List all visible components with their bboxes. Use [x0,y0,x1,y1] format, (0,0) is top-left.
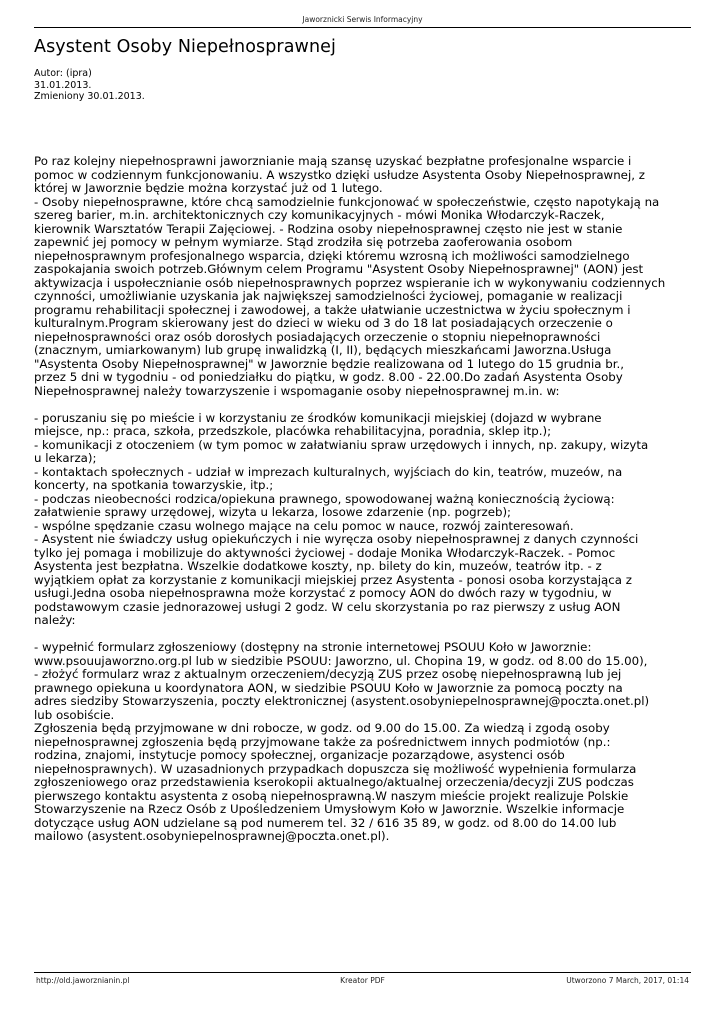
article-modified-date: Zmieniony 30.01.2013. [34,91,145,102]
article-date: 31.01.2013. [34,79,92,91]
footer-divider [34,972,691,973]
paragraph-spacer [34,398,691,412]
body-paragraph-tasks: - poruszaniu się po mieście i w korzystaniu ze środków komunikacji miejskiej (dojazd w wybrane miejsce, np.: praca, szkoła, przedszkole, placówka rehabilitacyjna, poradnia, sklep itp.); - komunikacji z otoczeniem (w tym pomoc w załatwianiu spraw urzędowych i innych, np. zakupy, wizyta u lekarza); - kontaktach społecznych - udział w imprezach kulturalnych, wyjściach do kin, teatrów, muzeów, na koncerty, na spotkania towarzyskie, itp.; - podczas nieobecności rodzica/opiekuna prawnego, spowodowanej ważną koniecznością życiową: załatwienie sprawy urzędowej, wizyta u lekarza, losowe zdarzenie (np. pogrzeb); - wspólne spędzanie czasu wolnego mające na celu pomoc w nauce, rozwój zainteresowań. - Asystent nie świadczy usług opiekuńczych i nie wyręcza osoby niepełnosprawnej z danych czynności tylko jej pomaga i mobilizuje do aktywności życiowej - dodaje Monika Włodarczyk-Raczek. - Pomoc Asystenta jest bezpłatna. Wszelkie dodatkowe koszty, np. bilety do kin, muzeów, teatrów itp. - z wyjątkiem opłat za korzystanie z komunikacji miejskiej przez Asystenta - ponosi osoba korzystająca z usługi.Jedna osoba niepełnosprawna może korzystać z pomocy AON do dwóch razy w tygodniu, w podstawowym czasie jednorazowej usługi 2 godz. W celu skorzystania po raz pierwszy z usług AON należy: [34,410,649,627]
article-author: Autor: (ipra) [34,68,92,79]
page-header: Jaworznicki Serwis Informacyjny [302,15,423,24]
footer-url: http://old.jaworznianin.pl [36,976,130,985]
article-meta [34,68,145,103]
header-divider [34,27,691,28]
article-title: Asystent Osoby Niepełnosprawnej [34,37,336,57]
body-paragraph-application: - wypełnić formularz zgłoszeniowy (dostępny na stronie internetowej PSOUU Koło w Jaworznie: www.psouujaworzno.org.pl lub w siedzibie PSOUU: Jaworzno, ul. Chopina 19, w godz. od 8.00 do 15.00), - złożyć formularz wraz z aktualnym orzeczeniem/decyzją ZUS przez osobę niepełnosprawną lub jej prawnego opiekuna u koordynatora AON, w siedzibie PSOUU Koło w Jaworznie za pomocą poczty na adres siedziby Stowarzyszenia, poczty elektronicznej (asystent.osobyniepelnosprawnej@poczta.onet.pl) lub osobiście. Zgłoszenia będą przyjmowane w dni robocze, w godz. od 9.00 do 15.00. Za wiedzą i zgodą osoby niepełnosprawnej zgłoszenia będą przyjmowane także za pośrednictwem innych podmiotów (np.: rodzina, znajomi, instytucje pomocy społecznej, organizacje pozarządowe, asystenci osób niepełnosprawnych). W uzasadnionych przypadkach dopuszcza się możliwość wypełnienia formularza zgłoszeniowego oraz przedstawienia kserokopii aktualnego/aktualnej orzeczenia/decyzji ZUS podczas pierwszego kontaktu asystenta z osobą niepełnosprawną.W naszym mieście projekt realizuje Polskie Stowarzyszenie na Rzecz Osób z Upośledzeniem Umysłowym Koło w Jaworznie. Wszelkie informacje dotyczące usług AON udzielane są pod numerem tel. 32 / 616 35 89, w godz. od 8.00 do 14.00 lub mailowo (asystent.osobyniepelnosprawnej@poczta.onet.pl). [34,640,650,843]
body-paragraph-intro: Po raz kolejny niepełnosprawni jaworznianie mają szansę uzyskać bezpłatne profesjonalne wsparcie i pomoc w codziennym funkcjonowaniu. A wszystko dzięki usłudze Asystenta Osoby Niepełnosprawnej, z której w Jaworznie będzie można korzystać już od 1 lutego. - Osoby niepełnosprawne, które chcą samodzielnie funkcjonować w społeczeństwie, często napotykają na szereg barier, m.in. architektonicznych czy komunikacyjnych - mówi Monika Włodarczyk-Raczek, kierownik Warsztatów Terapii Zajęciowej. - Rodzina osoby niepełnosprawnej często nie jest w stanie zapewnić jej pomocy w pełnym wymiarze. Stąd zrodziła się potrzeba zaoferowania osobom niepełnosprawnym profesjonalnego wsparcia, dzięki któremu wzrosną ich możliwości samodzielnego zaspokajania swoich potrzeb.Głównym celem Programu "Asystent Osoby Niepełnosprawnej" (AON) jest aktywizacja i uspołecznianie osób niepełnosprawnych poprzez wspieranie ich w wykonywaniu codziennych czynności, umożliwianie uzyskania jak największej samodzielności życiowej, pomaganie w realizacji programu rehabilitacji społecznej i zawodowej, a także ułatwianie uczestnictwa w życiu społecznym i kulturalnym.Program skierowany jest do dzieci w wieku od 3 do 18 lat posiadających orzeczenie o niepełnosprawności oraz osób dorosłych posiadających orzeczenie o stopniu niepełnoprawności (znacznym, umiarkowanym) lub grupę inwalidzką (I, II), będących mieszkańcami Jaworzna.Usługa "Asystenta Osoby Niepełnosprawnej" w Jaworznie będzie realizowana od 1 lutego do 15 grudnia br., przez 5 dni w tygodniu - od poniedziałku do piątku, w godz. 8.00 - 22.00.Do zadań Asystenta Osoby Niepełnosprawnej należy towarzyszenie i wspomaganie osoby niepełnosprawnej m.in. w: [34,154,666,398]
footer-created-date: Utworzono 7 March, 2017, 01:14 [566,976,689,985]
article-body [34,155,691,844]
paragraph-spacer [34,628,691,642]
footer-generator: Kreator PDF [340,976,385,985]
